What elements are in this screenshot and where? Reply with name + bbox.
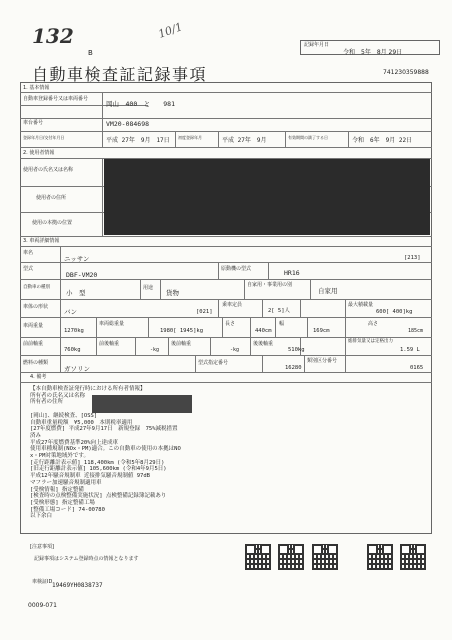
gross-weight-value: 1980[ 1945]kg — [160, 328, 204, 334]
handwritten-number: 132 — [32, 24, 74, 48]
first-registration-value: 平成 27年 9月 17日 — [106, 137, 170, 144]
user-address-label: 使用者の住所 — [36, 195, 67, 201]
notes-line: 自動車重量税額 ¥5,000 本則税率適用 — [30, 419, 133, 426]
chassis-number-label: 車台番号 — [23, 120, 44, 126]
record-date-value: 令和 5年 8月 29日 — [343, 49, 403, 56]
section-vehicle: 3. 車両詳細情報 — [23, 238, 60, 244]
class-number-value: 0165 — [410, 365, 424, 371]
private-label: 自家用・事業用の別 — [247, 282, 293, 288]
first-year-label: 初度登録年月 — [178, 135, 202, 140]
section-notes: 4. 備考 — [30, 374, 47, 380]
qr-code-1 — [245, 544, 271, 570]
width-label: 幅 — [279, 321, 285, 327]
notes-line: [受検形態] 指定整備工場 — [30, 499, 95, 506]
maxload-value: 600[ 400]kg — [376, 309, 413, 315]
rear-front-axle-label: 後前軸重 — [171, 341, 192, 347]
maxload-label: 最大積載量 — [348, 302, 374, 308]
base-location-label: 使用の本拠の位置 — [32, 220, 73, 226]
notes-line: x・PM対策地域外です。 — [30, 453, 89, 459]
notes-line: 使用車種規制(NOx・PM)適合。この自動車の使用の本拠はNO — [30, 446, 181, 453]
notes-line: 【本自動車検査証発行時における所有者情報】 — [30, 386, 146, 392]
rear-rear-axle-label: 後後軸重 — [253, 341, 274, 347]
engine-value: HR16 — [284, 269, 300, 277]
document-title: 自動車検査証記録事項 — [32, 65, 208, 84]
registration-number-value: 岡山 400 と 981 — [106, 100, 175, 108]
notes-line: [検査時の点検整備実施状況] 点検整備記録簿記載あり — [30, 493, 167, 500]
kind-value: 小 型 — [66, 289, 86, 297]
rear-front-axle-value: -kg — [230, 347, 240, 353]
first-registration-label: 登録年月日/交付年月日 — [23, 135, 65, 140]
type-number-value: 16280 — [285, 365, 302, 371]
front-rear-axle-label: 前後軸重 — [99, 341, 120, 347]
user-name-label: 使用者の氏名又は名称 — [23, 167, 74, 173]
fuel-label: 燃料の種類 — [23, 360, 49, 366]
notes-line: [岡山]、継続検査、[OSS] — [30, 412, 98, 419]
certificate-id-value: 19469YH0838737 — [52, 582, 103, 589]
qr-code-4 — [367, 544, 393, 570]
capacity-label: 乗車定員 — [222, 302, 243, 308]
maker-code: [213] — [404, 255, 421, 261]
notes-line: [整備工場コード] 74-00780 — [30, 506, 105, 513]
width-value: 169cm — [313, 328, 330, 334]
section-user: 2. 使用者情報 — [23, 150, 55, 156]
notes-line: 所有者の住所 — [30, 399, 64, 406]
front-front-axle-value: 760kg — [64, 347, 81, 353]
user-info-redaction — [104, 159, 430, 235]
notes-line: [受検情報] 指定整備 — [30, 486, 84, 493]
model-label: 型式 — [23, 266, 34, 272]
height-label: 高さ — [368, 321, 379, 327]
height-value: 185cm — [408, 328, 424, 334]
owner-info-redaction — [92, 395, 192, 413]
capacity-value: 2[ 5]人 — [268, 308, 291, 314]
notes-line: 所有者の氏名又は名称 — [30, 392, 86, 399]
maker-label: 車名 — [23, 250, 34, 256]
qr-code-3 — [312, 544, 338, 570]
first-year-value: 平成 27年 9月 — [222, 137, 267, 144]
expiry-date-value: 令和 6年 9月 22日 — [352, 137, 413, 144]
length-label: 長さ — [225, 321, 236, 327]
model-value: DBF-VM20 — [66, 271, 98, 279]
notes-line: マフラー加速騒音規制適用車 — [30, 479, 102, 486]
engine-label: 原動機の型式 — [221, 266, 252, 272]
front-rear-axle-value: -kg — [150, 347, 160, 353]
caution-text: 記録事項はシステム登録時点の情報となります — [34, 556, 139, 562]
qr-code-5 — [400, 544, 426, 570]
kind-label: 自動車の種別 — [23, 285, 50, 290]
class-number-label: 類別区分番号 — [307, 358, 338, 364]
registration-number-label: 自動車登録番号又は車両番号 — [23, 96, 89, 102]
form-mark: B — [88, 49, 93, 57]
notes-line: [27年度燃費] 平成27年9月17日 新規登録 75%減税措置 — [30, 426, 178, 433]
notes-line: 済み — [30, 432, 42, 439]
private-value: 自家用 — [318, 287, 338, 295]
displacement-label: 総排気量又は定格出力 — [348, 339, 393, 344]
shape-code: [021] — [196, 309, 213, 315]
qr-code-2 — [278, 544, 304, 570]
handwritten-fraction: 10/1 — [156, 20, 185, 41]
document-number: 741230359888 — [383, 69, 429, 76]
rear-rear-axle-value: 510kg — [288, 347, 305, 353]
notes-line: 以下余白 — [30, 513, 53, 520]
weight-value: 1270kg — [64, 328, 84, 334]
maker-value: ニッサン — [64, 255, 90, 263]
fuel-value: ガソリン — [64, 365, 90, 373]
front-front-axle-label: 前前軸重 — [23, 341, 44, 347]
form-number: 0009-071 — [28, 602, 57, 609]
caution-title: [注意事項] — [30, 544, 54, 550]
usage-value: 貨物 — [166, 289, 179, 297]
usage-label: 用途 — [143, 285, 154, 291]
shape-label: 車体の形状 — [23, 304, 49, 310]
notes-line: [走行距離計表示値] 118,400km (令和5年8月29日) — [30, 459, 165, 466]
record-date-label: 記録年月日 — [304, 42, 330, 48]
expiry-date-label: 有効期間の満了する日 — [288, 135, 328, 140]
weight-label: 車両重量 — [23, 323, 44, 329]
notes-line: [旧走行距離計表示値] 105,600km (令和4年9月5日) — [30, 466, 167, 473]
chassis-number-value: VM20-084698 — [106, 120, 150, 128]
gross-weight-label: 車両総重量 — [99, 321, 125, 327]
notes-line: 平成27年度燃費基準20%向上達成車 — [30, 439, 119, 446]
notes-line: 平成12年騒音規制車 近接排気騒音規制値 97dB — [30, 473, 150, 480]
type-number-label: 型式指定番号 — [198, 360, 229, 366]
displacement-value: 1.59 L — [400, 347, 420, 353]
certificate-id-label: 車検証ID — [32, 579, 53, 585]
section-basic: 1. 基本情報 — [23, 85, 50, 91]
length-value: 440cm — [255, 328, 272, 334]
shape-value: バン — [64, 308, 77, 316]
